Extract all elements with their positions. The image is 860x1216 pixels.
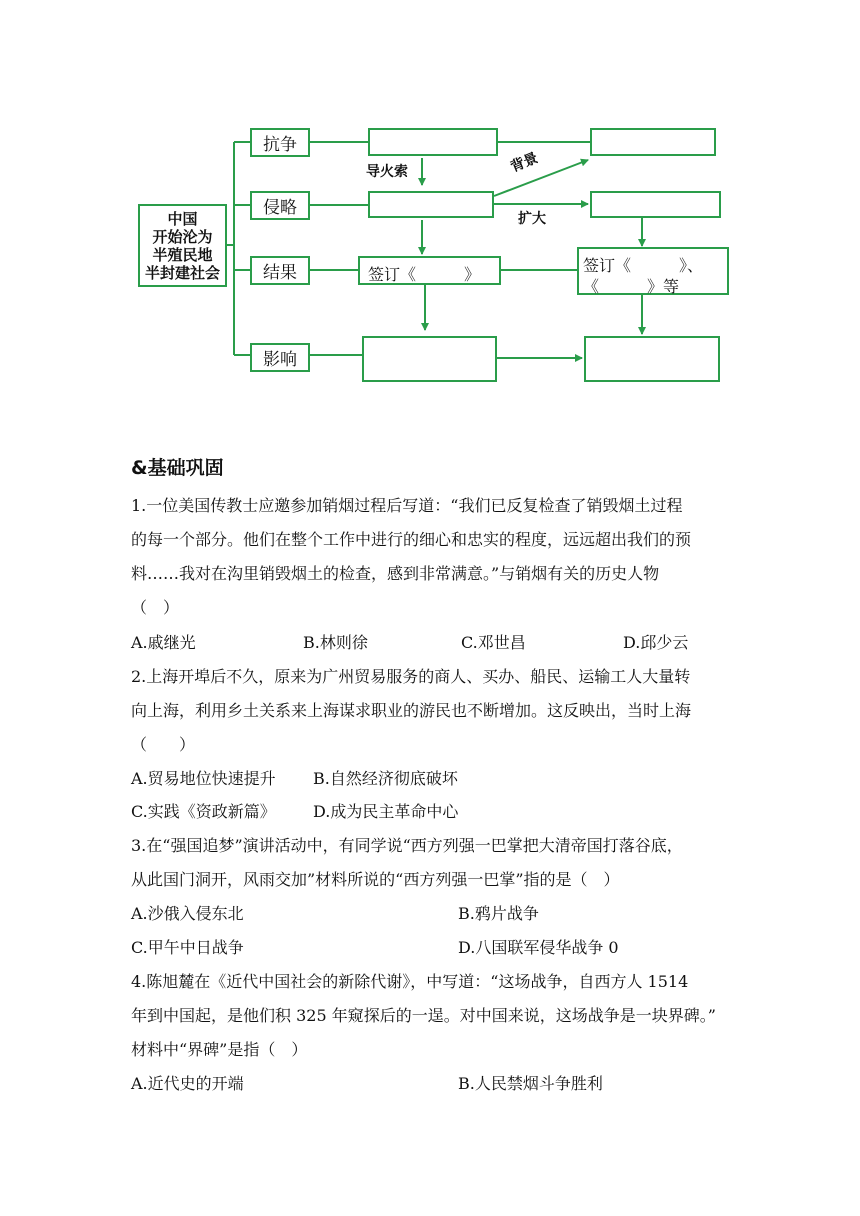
q2-blank: （ ） (131, 735, 196, 754)
treaty-1-text: 签订《 》 (368, 265, 481, 284)
q4-option-a[interactable]: A.近代史的开端 (131, 1074, 244, 1093)
blank-box-invasion-2 (590, 191, 721, 218)
main-concept-box: 中国 开始沦为 半殖民地 半封建社会 (138, 204, 227, 287)
treaty-2-line-2: 《 》等 (583, 277, 680, 296)
q4-line-1: 4.陈旭麓在《近代中国社会的新除代谢》，中写道：“这场战争，自西方人 1514 (131, 972, 689, 991)
label-resistance: 抗争 (250, 128, 310, 157)
q1-line-3: 料……我对在沟里销毁烟土的检查，感到非常满意。”与销烟有关的历史人物 (131, 564, 660, 583)
q1-line-2: 的每一个部分。他们在整个工作中进行的细心和忠实的程度，远远超出我们的预 (131, 530, 692, 549)
q3-option-d[interactable]: D.八国联军侵华战争 0 (458, 938, 619, 957)
blank-box-influence-1 (362, 336, 497, 382)
q2-option-c[interactable]: C.实践《资政新篇》 (131, 802, 276, 821)
blank-box-resistance-1 (368, 128, 498, 156)
q2-line-2: 向上海，利用乡土关系来上海谋求职业的游民也不断增加。这反映出，当时上海 (131, 701, 692, 720)
blank-box-influence-2 (584, 336, 720, 382)
blank-box-invasion-1 (368, 191, 494, 218)
fuse-label: 导火索 (366, 164, 408, 180)
q1-option-c[interactable]: C.邓世昌 (461, 633, 526, 652)
q1-line-1: 1.一位美国传教士应邀参加销烟过程后写道：“我们已反复检查了销毁烟土过程 (131, 496, 683, 515)
label-influence: 影响 (250, 343, 310, 372)
q4-line-3: 材料中“界碑”是指（ ） (131, 1040, 308, 1059)
q3-option-b[interactable]: B.鸦片战争 (458, 904, 539, 923)
expand-label: 扩大 (518, 211, 546, 227)
q1-option-d[interactable]: D.邱少云 (623, 633, 689, 652)
q4-option-b[interactable]: B.人民禁烟斗争胜利 (458, 1074, 603, 1093)
q2-option-a[interactable]: A.贸易地位快速提升 (131, 769, 276, 788)
label-invasion: 侵略 (250, 191, 310, 220)
treaty-2-line-1: 签订《 》、 (583, 256, 704, 275)
section-title: &基础巩固 (131, 457, 224, 479)
blank-box-resistance-2 (590, 128, 716, 156)
q3-option-a[interactable]: A.沙俄入侵东北 (131, 904, 244, 923)
q3-option-c[interactable]: C.甲午中日战争 (131, 938, 244, 957)
q1-option-a[interactable]: A.戚继光 (131, 633, 196, 652)
q2-line-1: 2.上海开埠后不久，原来为广州贸易服务的商人、买办、船民、运输工人大量转 (131, 667, 691, 686)
q3-line-2: 从此国门洞开，风雨交加”材料所说的“西方列强一巴掌”指的是（ ） (131, 870, 620, 889)
label-result: 结果 (250, 256, 310, 285)
background-arrow (494, 160, 588, 196)
q3-line-1: 3.在“强国追梦”演讲活动中，有同学说“西方列强一巴掌把大清帝国打落谷底， (131, 836, 683, 855)
q1-blank: （ ） (131, 598, 180, 617)
background-label: 背景 (508, 150, 541, 176)
q2-option-d[interactable]: D.成为民主革命中心 (313, 802, 459, 821)
q4-line-2: 年到中国起，是他们积 325 年窥探后的一逞。对中国来说，这场战争是一块界碑。” (131, 1006, 716, 1025)
concept-diagram (0, 0, 860, 400)
treaty-box-1 (358, 256, 501, 285)
treaty-box-2 (577, 247, 729, 295)
q1-option-b[interactable]: B.林则徐 (303, 633, 368, 652)
q2-option-b[interactable]: B.自然经济彻底破坏 (313, 769, 458, 788)
